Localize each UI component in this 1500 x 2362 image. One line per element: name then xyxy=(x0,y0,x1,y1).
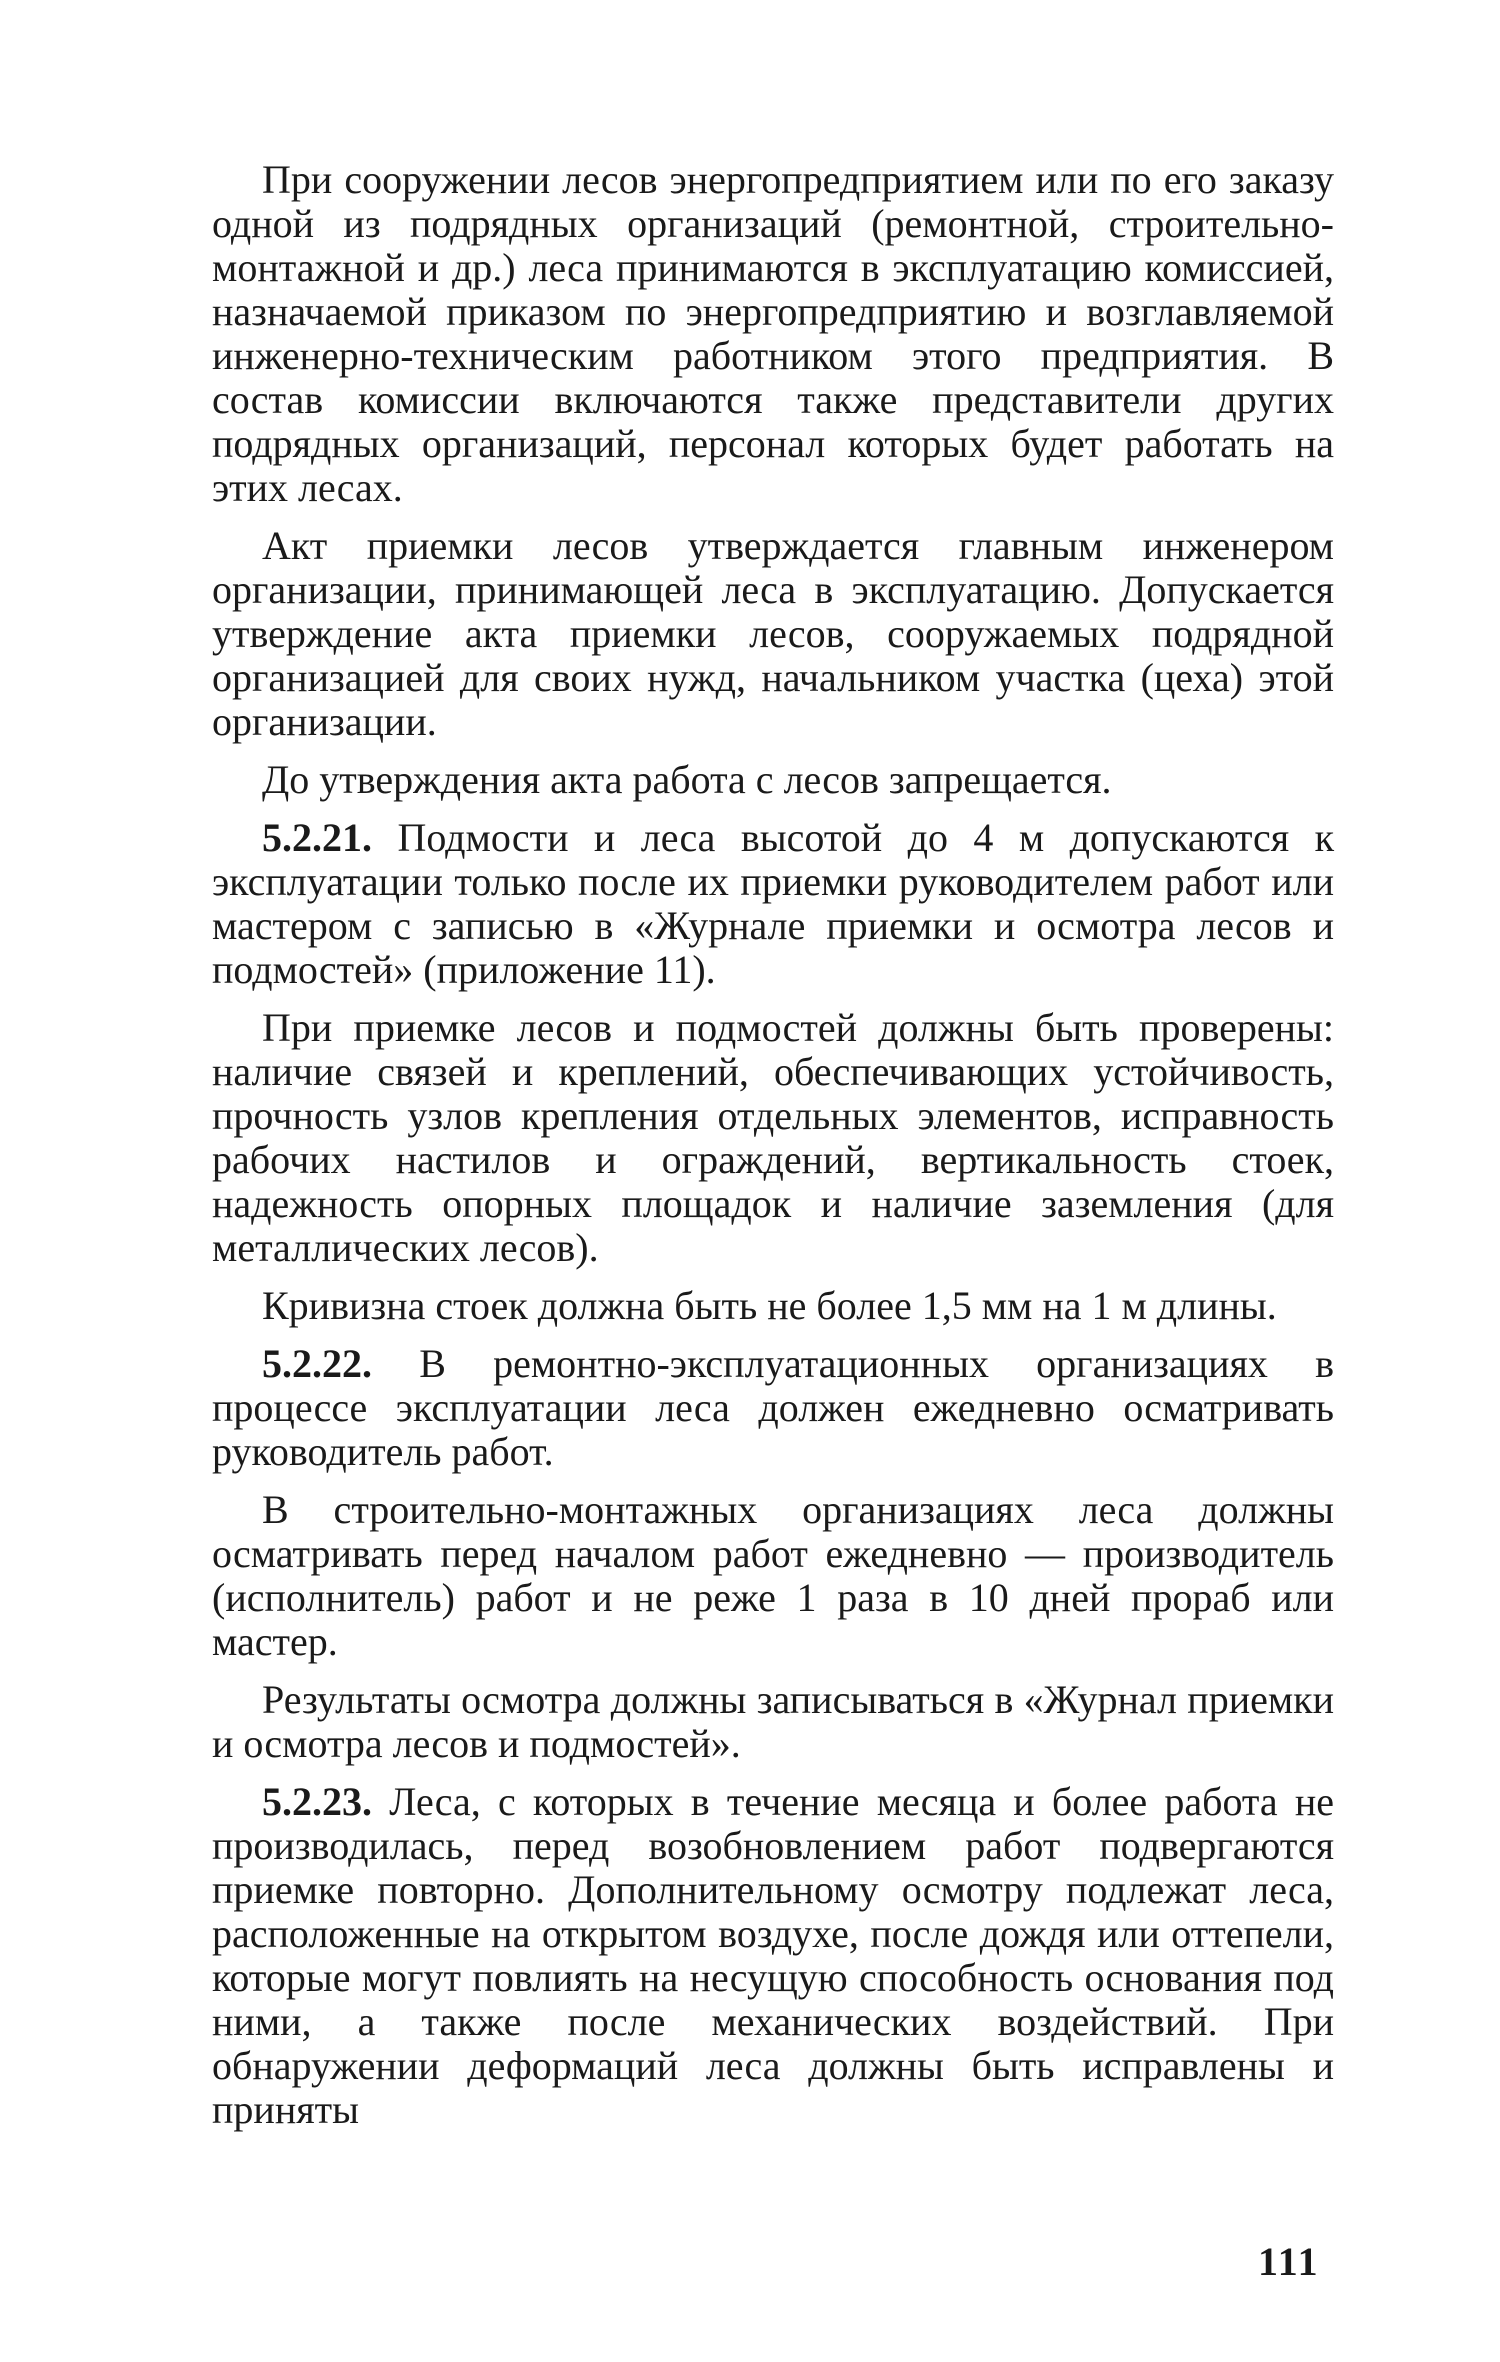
paragraph-3 xyxy=(212,758,1334,802)
paragraph-1 xyxy=(212,158,1334,510)
paragraph-10 xyxy=(212,1780,1334,2132)
paragraph-6 xyxy=(212,1284,1334,1328)
section-number: 5.2.23. xyxy=(262,1779,372,1824)
paragraph-text: При сооружении лесов энергопредприятием или по его заказу одной из подрядных организаций (ремонтной, строительно-монтажной и др.) леса принимаются в эксплуатацию комиссией, назначаемой приказом по энергопредприятию и возглавляемой инженерно-техническим работником этого предприятия. В состав комиссии включаются также представители других подрядных организаций, персонал которых будет работать на этих лесах. xyxy=(212,157,1334,510)
paragraph-8 xyxy=(212,1488,1334,1664)
paragraph-text: До утверждения акта работа с лесов запрещается. xyxy=(262,757,1112,802)
paragraph-text: Подмости и леса высотой до 4 м допускаются к эксплуатации только после их приемки руководителем работ или мастером с записью в «Журнале приемки и осмотра лесов и подмостей» (приложение 11). xyxy=(212,815,1335,992)
paragraph-text: Леса, с которых в течение месяца и более работа не производилась, перед возобновлением работ подвергаются приемке повторно. Дополнительному осмотру подлежат леса, расположенные на открытом воздухе, после дождя или оттепели, которые могут повлиять на несущую способность основания под ними, а также после механических воздействий. При обнаружении деформаций леса должны быть исправлены и приняты xyxy=(212,1779,1335,2132)
paragraph-7 xyxy=(212,1342,1334,1474)
paragraph-2 xyxy=(212,524,1334,744)
paragraph-text: Акт приемки лесов утверждается главным инженером организации, принимающей леса в эксплуатацию. Допускается утверждение акта приемки лесов, сооружаемых подрядной организацией для своих нужд, начальником участка (цеха) этой организации. xyxy=(212,523,1334,744)
paragraph-text: В строительно-монтажных организациях леса должны осматривать перед началом работ ежедневно — производитель (исполнитель) работ и не реже 1 раза в 10 дней прораб или мастер. xyxy=(212,1487,1334,1664)
paragraph-4 xyxy=(212,816,1334,992)
paragraph-text: В ремонтно-эксплуатационных организациях в процессе эксплуатации леса должен ежедневно осматривать руководитель работ. xyxy=(212,1341,1334,1474)
paragraph-text: При приемке лесов и подмостей должны быть проверены: наличие связей и креплений, обеспечивающих устойчивость, прочность узлов крепления отдельных элементов, исправность рабочих настилов и ограждений, вертикальность стоек, надежность опорных площадок и наличие заземления (для металлических лесов). xyxy=(212,1005,1334,1270)
page-number: 111 xyxy=(1258,2239,1320,2284)
paragraph-9 xyxy=(212,1678,1334,1766)
page-body xyxy=(212,158,1334,2146)
paragraph-text: Результаты осмотра должны записываться в «Журнал приемки и осмотра лесов и подмостей». xyxy=(212,1677,1334,1766)
section-number: 5.2.22. xyxy=(262,1341,372,1386)
paragraph-text: Кривизна стоек должна быть не более 1,5 мм на 1 м длины. xyxy=(262,1283,1277,1328)
paragraph-5 xyxy=(212,1006,1334,1270)
section-number: 5.2.21. xyxy=(262,815,372,860)
